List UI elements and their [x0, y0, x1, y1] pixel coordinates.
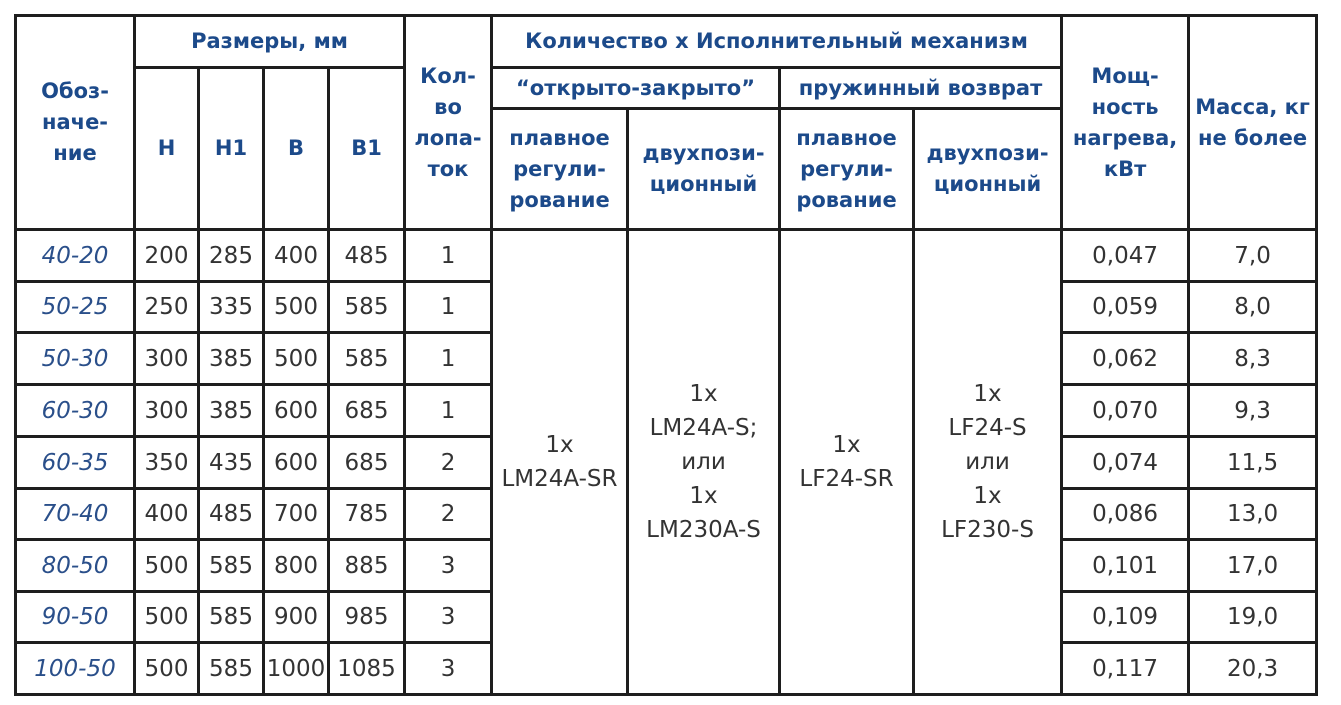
cell-power: 0,117 — [1062, 643, 1189, 695]
cell-h: 300 — [135, 385, 199, 437]
cell-h: 250 — [135, 282, 199, 333]
cell-mechanism-sr-two — [914, 230, 1062, 695]
cell-b1: 485 — [329, 230, 405, 282]
mechanism-line: 1x — [689, 381, 718, 407]
cell-blades: 3 — [405, 540, 492, 592]
cell-h1: 385 — [199, 333, 264, 385]
cell-blades: 2 — [405, 437, 492, 489]
cell-blades: 1 — [405, 385, 492, 437]
header-sr-two-position: двухпози- ционный — [914, 109, 1062, 230]
header-designation: Обоз- наче- ние — [16, 16, 135, 230]
cell-power: 0,109 — [1062, 592, 1189, 643]
cell-h1: 585 — [199, 592, 264, 643]
cell-power: 0,047 — [1062, 230, 1189, 282]
cell-mechanism-sr-smooth — [780, 230, 914, 695]
cell-h1: 385 — [199, 385, 264, 437]
cell-b1: 885 — [329, 540, 405, 592]
cell-b: 600 — [264, 385, 329, 437]
cell-des: 90-50 — [16, 592, 135, 643]
cell-blades: 2 — [405, 489, 492, 540]
mechanism-line: 1x — [832, 432, 861, 458]
cell-power: 0,070 — [1062, 385, 1189, 437]
mechanism-line: 1x — [545, 432, 574, 458]
cell-power: 0,101 — [1062, 540, 1189, 592]
cell-h: 500 — [135, 540, 199, 592]
cell-b: 500 — [264, 282, 329, 333]
header-b1: B1 — [329, 68, 405, 230]
mechanism-line: или — [681, 449, 726, 475]
cell-b1: 685 — [329, 437, 405, 489]
mechanism-line: LM230A-S — [646, 517, 761, 543]
cell-h: 200 — [135, 230, 199, 282]
header-h1: H1 — [199, 68, 264, 230]
mechanism-line: 1x — [973, 483, 1002, 509]
cell-blades: 1 — [405, 282, 492, 333]
header-sr-smooth: плавное регули- рование — [780, 109, 914, 230]
cell-b: 500 — [264, 333, 329, 385]
cell-b1: 685 — [329, 385, 405, 437]
cell-mass: 20,3 — [1189, 643, 1317, 695]
cell-des: 50-30 — [16, 333, 135, 385]
cell-mass: 17,0 — [1189, 540, 1317, 592]
cell-blades: 3 — [405, 592, 492, 643]
header-open-close: “открыто-закрыто” — [492, 68, 780, 109]
cell-h: 500 — [135, 592, 199, 643]
cell-mechanism-oc-two — [628, 230, 780, 695]
cell-b1: 1085 — [329, 643, 405, 695]
cell-h1: 285 — [199, 230, 264, 282]
cell-des: 50-25 — [16, 282, 135, 333]
cell-des: 60-35 — [16, 437, 135, 489]
cell-b1: 985 — [329, 592, 405, 643]
cell-h1: 585 — [199, 643, 264, 695]
header-oc-smooth: плавное регули- рование — [492, 109, 628, 230]
cell-power: 0,074 — [1062, 437, 1189, 489]
cell-b1: 785 — [329, 489, 405, 540]
header-spring-return: пружинный возврат — [780, 68, 1062, 109]
header-actuator: Количество х Исполнительный механизм — [492, 16, 1062, 68]
header-b: B — [264, 68, 329, 230]
table-row — [16, 230, 1317, 282]
cell-b: 400 — [264, 230, 329, 282]
cell-b: 600 — [264, 437, 329, 489]
damper-spec-table — [14, 14, 1318, 696]
header-dimensions: Размеры, мм — [135, 16, 405, 68]
cell-mass: 11,5 — [1189, 437, 1317, 489]
cell-des: 40-20 — [16, 230, 135, 282]
cell-power: 0,086 — [1062, 489, 1189, 540]
cell-h: 500 — [135, 643, 199, 695]
cell-b: 800 — [264, 540, 329, 592]
cell-mass: 9,3 — [1189, 385, 1317, 437]
cell-mass: 19,0 — [1189, 592, 1317, 643]
mechanism-line: LF24-SR — [799, 466, 894, 492]
cell-blades: 1 — [405, 230, 492, 282]
cell-b1: 585 — [329, 333, 405, 385]
mechanism-line: LM24A-S; — [649, 415, 758, 441]
cell-h: 300 — [135, 333, 199, 385]
header-oc-two-position: двухпози- ционный — [628, 109, 780, 230]
mechanism-line: LF230-S — [941, 517, 1034, 543]
cell-mass: 8,0 — [1189, 282, 1317, 333]
mechanism-line: 1x — [689, 483, 718, 509]
cell-blades: 3 — [405, 643, 492, 695]
cell-h1: 435 — [199, 437, 264, 489]
cell-h: 400 — [135, 489, 199, 540]
mechanism-line: 1x — [973, 381, 1002, 407]
cell-h1: 585 — [199, 540, 264, 592]
mechanism-line: LM24A-SR — [501, 466, 618, 492]
cell-b: 700 — [264, 489, 329, 540]
cell-b1: 585 — [329, 282, 405, 333]
cell-des: 70-40 — [16, 489, 135, 540]
header-h: H — [135, 68, 199, 230]
header-blades: Кол- во лопа- ток — [405, 16, 492, 230]
cell-power: 0,059 — [1062, 282, 1189, 333]
cell-power: 0,062 — [1062, 333, 1189, 385]
cell-h1: 485 — [199, 489, 264, 540]
cell-des: 60-30 — [16, 385, 135, 437]
cell-blades: 1 — [405, 333, 492, 385]
cell-mass: 7,0 — [1189, 230, 1317, 282]
cell-h: 350 — [135, 437, 199, 489]
cell-mechanism-oc-smooth — [492, 230, 628, 695]
header-power: Мощ- ность нагрева, кВт — [1062, 16, 1189, 230]
cell-b: 1000 — [264, 643, 329, 695]
cell-mass: 8,3 — [1189, 333, 1317, 385]
mechanism-line: или — [965, 449, 1010, 475]
header-mass: Масса, кг не более — [1189, 16, 1317, 230]
cell-des: 100-50 — [16, 643, 135, 695]
cell-mass: 13,0 — [1189, 489, 1317, 540]
cell-b: 900 — [264, 592, 329, 643]
mechanism-line: LF24-S — [948, 415, 1027, 441]
cell-h1: 335 — [199, 282, 264, 333]
cell-des: 80-50 — [16, 540, 135, 592]
